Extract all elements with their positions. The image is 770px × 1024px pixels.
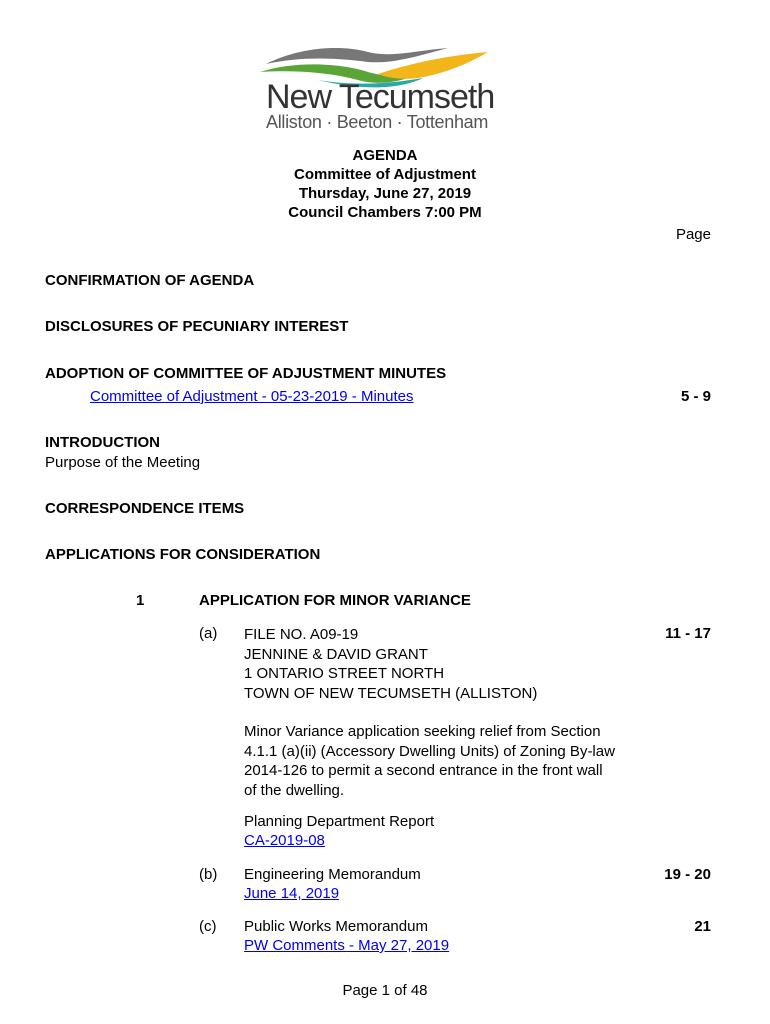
item-a-report-label: Planning Department Report xyxy=(244,813,435,830)
agenda-header xyxy=(235,146,535,222)
item-1-title: APPLICATION FOR MINOR VARIANCE xyxy=(199,592,471,609)
item-c-pages: 21 xyxy=(694,918,711,935)
item-a-file-block xyxy=(244,625,537,703)
item-b-link[interactable]: June 14, 2019 xyxy=(244,885,340,902)
item-a-description xyxy=(244,722,615,800)
item-a-label: (a) xyxy=(199,625,218,642)
minutes-pages: 5 - 9 xyxy=(680,388,711,405)
new-tecumseth-logo xyxy=(258,42,508,142)
item-a-report-link[interactable]: CA-2019-08 xyxy=(244,832,325,849)
item-a-file-line: 1 ONTARIO STREET NORTH xyxy=(244,665,445,682)
item-a-file-line: TOWN OF NEW TECUMSETH (ALLISTON) xyxy=(244,684,538,702)
item-b-pages: 19 - 20 xyxy=(664,866,711,883)
item-b-label: (b) xyxy=(199,866,218,883)
section-applications: APPLICATIONS FOR CONSIDERATION xyxy=(45,546,321,563)
item-a-desc-line: 2014-126 to permit a second entrance in the front wall xyxy=(244,762,603,779)
section-introduction: INTRODUCTION xyxy=(45,434,160,451)
item-c-link[interactable]: PW Comments - May 27, 2019 xyxy=(244,937,450,954)
header-line-4: Council Chambers 7:00 PM xyxy=(288,204,482,221)
page-column-label: Page xyxy=(675,226,711,243)
item-a-desc-line: of the dwelling. xyxy=(244,781,345,799)
section-correspondence: CORRESPONDENCE ITEMS xyxy=(45,500,245,517)
item-b-title: Engineering Memorandum xyxy=(244,866,421,883)
page-footer: Page 1 of 48 xyxy=(342,982,428,999)
item-a-desc-line: 4.1.1 (a)(ii) (Accessory Dwelling Units) of Zoning By-law xyxy=(244,742,615,760)
item-a-pages: 11 - 17 xyxy=(665,625,711,642)
item-a-file-line: JENNINE & DAVID GRANT xyxy=(244,645,428,663)
logo-grey-swoosh xyxy=(266,48,448,64)
logo-name: New Tecumseth xyxy=(266,78,495,116)
section-adoption: ADOPTION OF COMMITTEE OF ADJUSTMENT MINUTES xyxy=(45,365,447,382)
header-line-2: Committee of Adjustment xyxy=(294,166,476,183)
introduction-subtitle: Purpose of the Meeting xyxy=(45,454,201,471)
item-c-title: Public Works Memorandum xyxy=(244,918,428,935)
header-line-3: Thursday, June 27, 2019 xyxy=(298,185,472,202)
section-confirmation: CONFIRMATION OF AGENDA xyxy=(45,272,255,289)
header-line-1: AGENDA xyxy=(352,147,418,164)
item-a-desc-line: Minor Variance application seeking relief from Section xyxy=(244,723,601,740)
item-a-file-line: FILE NO. A09-19 xyxy=(244,626,359,643)
logo-subtitle: Alliston · Beeton · Tottenham xyxy=(266,112,489,132)
section-disclosures: DISCLOSURES OF PECUNIARY INTEREST xyxy=(45,318,349,335)
item-c-label: (c) xyxy=(199,918,217,935)
minutes-link[interactable]: Committee of Adjustment - 05-23-2019 - Minutes xyxy=(90,388,414,405)
item-1-number: 1 xyxy=(136,592,145,609)
